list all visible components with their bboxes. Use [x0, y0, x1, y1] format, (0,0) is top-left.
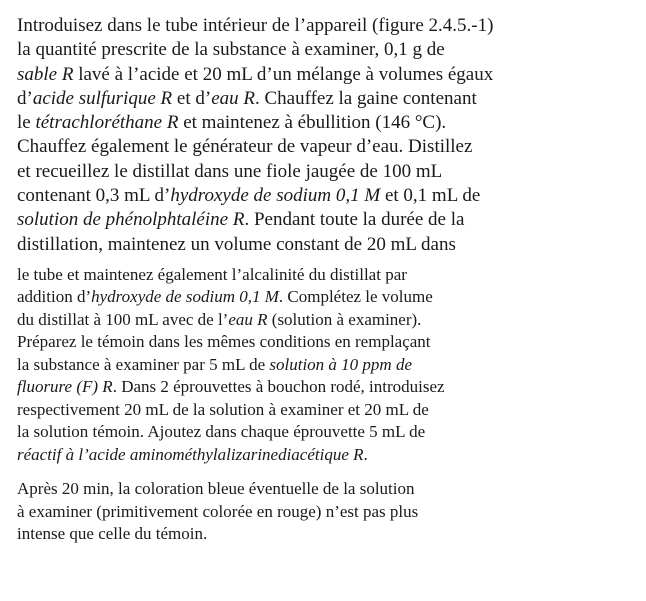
text-run: . Chauffez la gaine contenant [254, 87, 477, 109]
text-line [17, 376, 642, 399]
italic-text-run: acide sulfurique R [32, 87, 173, 109]
paragraph-2 [17, 264, 642, 467]
text-line [17, 111, 642, 135]
text-run: du distillat à 100 mL avec de l’ [17, 309, 229, 329]
text-run: (solution à examiner). [267, 309, 422, 329]
italic-text-run: sable R [17, 63, 74, 85]
text-run: et d’ [172, 87, 212, 109]
text-line [17, 14, 642, 38]
text-line [17, 523, 642, 546]
text-line [17, 135, 642, 159]
italic-text-run: eau R [228, 309, 268, 329]
italic-text-run: solution à 10 ppm de [269, 354, 412, 374]
document-page [17, 14, 642, 546]
text-run: . Complétez le volume [278, 287, 433, 307]
text-line [17, 354, 642, 377]
text-run: . Dans 2 éprouvettes à bouchon rodé, introduisez [112, 377, 445, 397]
text-line [17, 208, 642, 232]
text-line [17, 233, 642, 257]
text-run: le [17, 112, 36, 134]
text-run: respectivement 20 mL de la solution à examiner et 20 mL de [17, 399, 429, 419]
italic-text-run: solution de phénolphtaléine R [17, 209, 245, 231]
text-line [17, 501, 642, 524]
text-run: intense que celle du témoin. [17, 524, 208, 544]
paragraph-1 [17, 14, 642, 257]
text-line [17, 184, 642, 208]
text-line [17, 444, 642, 467]
italic-text-run: tétrachloréthane R [35, 112, 179, 134]
text-run: et 0,1 mL de [380, 185, 481, 207]
text-run: et maintenez à ébullition (146 °C). [178, 112, 447, 134]
text-line [17, 160, 642, 184]
italic-text-run: hydroxyde de sodium 0,1 M [170, 185, 381, 207]
text-line [17, 87, 642, 111]
text-run: . Pendant toute la durée de la [244, 209, 465, 231]
text-run: et recueillez le distillat dans une fiole jaugée de 100 mL [17, 160, 443, 182]
italic-text-run: hydroxyde de sodium 0,1 M [91, 287, 279, 307]
text-line [17, 331, 642, 354]
text-run: d’ [17, 87, 33, 109]
text-run: lavé à l’acide et 20 mL d’un mélange à volumes égaux [73, 63, 494, 85]
text-run: addition d’ [17, 287, 92, 307]
text-line [17, 286, 642, 309]
text-line [17, 309, 642, 332]
text-line [17, 478, 642, 501]
text-run: distillation, maintenez un volume constant de 20 mL dans [17, 233, 456, 255]
text-run: la substance à examiner par 5 mL de [17, 354, 270, 374]
text-run: la solution témoin. Ajoutez dans chaque éprouvette 5 mL de [17, 422, 426, 442]
text-run: Après 20 min, la coloration bleue éventuelle de la solution [17, 479, 415, 499]
text-run: la quantité prescrite de la substance à examiner, 0,1 g de [17, 39, 445, 61]
italic-text-run: réactif à l’acide aminométhylalizarinediacétique R [17, 444, 364, 464]
text-run: Préparez le témoin dans les mêmes conditions en remplaçant [17, 332, 431, 352]
text-run: . [363, 444, 368, 464]
italic-text-run: fluorure (F) R [17, 377, 113, 397]
text-line [17, 264, 642, 287]
text-run: Introduisez dans le tube intérieur de l’appareil (figure 2.4.5.-1) [17, 15, 494, 36]
text-run: à examiner (primitivement colorée en rouge) n’est pas plus [17, 501, 419, 521]
text-line [17, 63, 642, 87]
text-line [17, 421, 642, 444]
text-run: contenant 0,3 mL d’ [17, 185, 171, 207]
paragraph-3 [17, 478, 642, 546]
italic-text-run: eau R [211, 87, 255, 109]
text-run: le tube et maintenez également l’alcalinité du distillat par [17, 264, 407, 284]
text-run: Chauffez également le générateur de vapeur d’eau. Distillez [17, 136, 473, 158]
text-line [17, 38, 642, 62]
text-line [17, 399, 642, 422]
